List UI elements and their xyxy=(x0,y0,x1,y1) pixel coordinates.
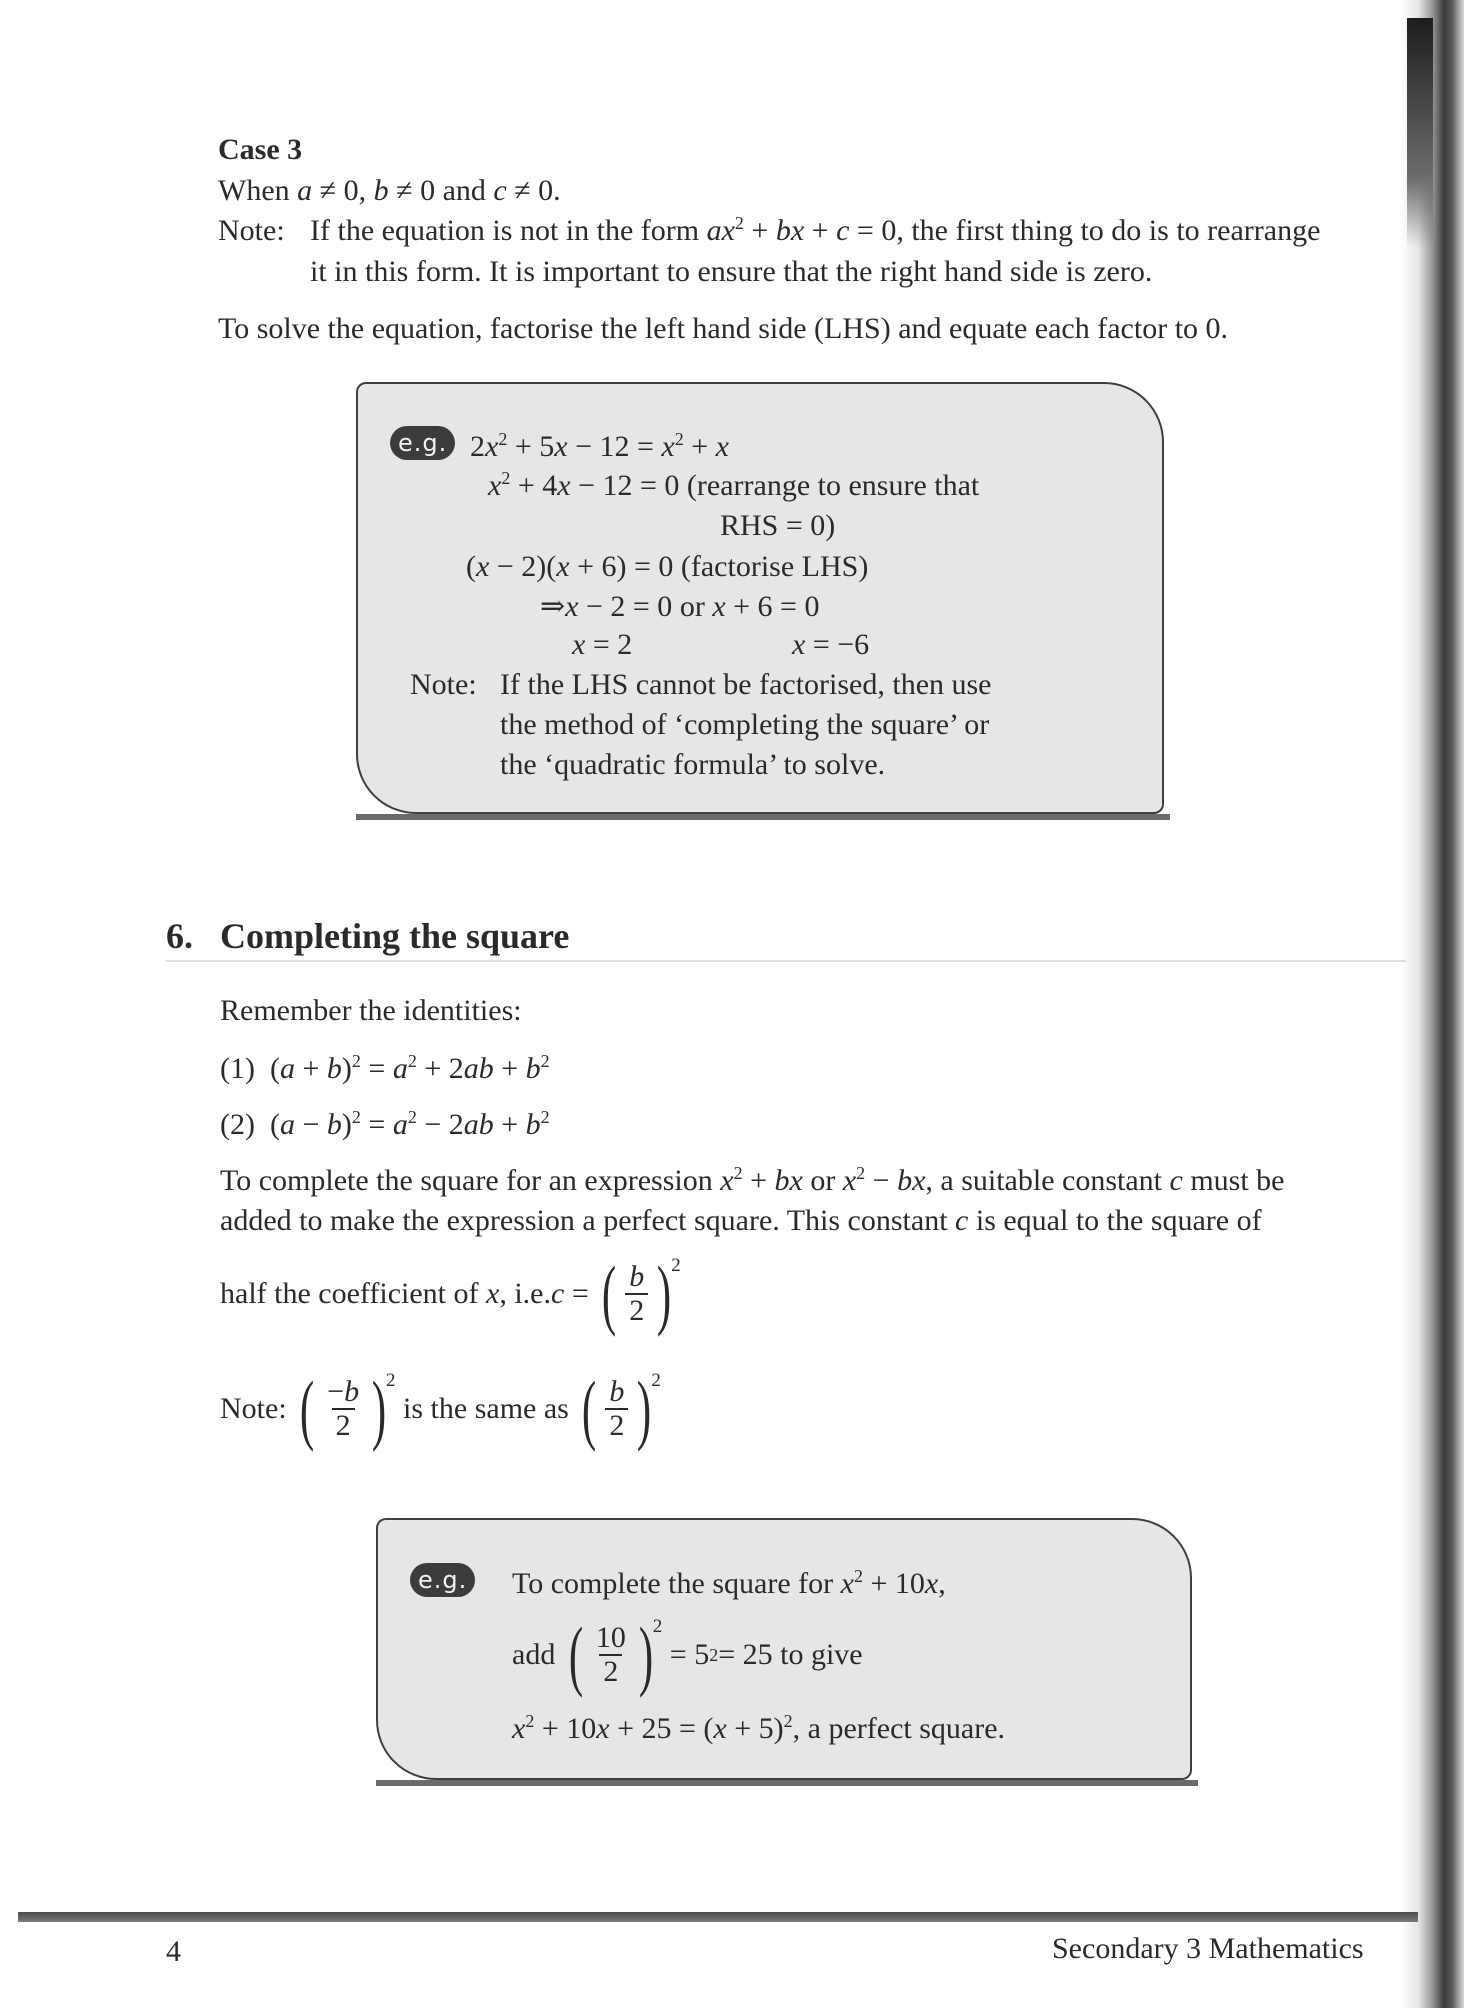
eg1-equation-2: $x^2 + 4x - 12 = 0$ (rearrange to ensure that xyxy=(488,468,980,502)
ten-over-2-squared: ( $\frac{10}{2}$ ) 2 xyxy=(568,1611,663,1698)
section-title: Completing the square xyxy=(220,916,570,956)
book-spine-shadow xyxy=(1400,0,1464,2008)
eg1-equation-1: $2x^2 + 5x - 12 = x^2 + x$ xyxy=(470,429,729,463)
eg1-equation-4: ⇒x − 2 = 0 or x + 6 = 0 xyxy=(540,590,820,623)
footer-bar xyxy=(18,1912,1418,1922)
book-title: Secondary 3 Mathematics xyxy=(1052,1932,1364,1965)
case3-heading: Case 3 xyxy=(218,133,303,166)
case3-note-line2: it in this form. It is important to ensure that the right hand side is zero. xyxy=(310,255,1153,288)
eg2-line2: add ( $\frac{10}{2}$ ) 2 = 5 2 = 25 to give xyxy=(512,1611,863,1698)
eg-badge-1: e.g. xyxy=(390,426,455,460)
book-spine-shadow-top xyxy=(1407,18,1433,248)
completing-para-line3: half the coefficient of x , i.e. c = ( $\frac{b}{2}$ ) 2 xyxy=(220,1250,681,1337)
identity-2: (2) $(a - b)^2 = a^2 - 2ab + b^2$ xyxy=(220,1107,550,1141)
eg1-note-label: Note: xyxy=(410,668,477,701)
eg1-rhs-note: RHS = 0) xyxy=(720,509,836,542)
b-over-2-squared: ( $\frac{b}{2}$ ) 2 xyxy=(582,1365,661,1452)
eg1-note-line2: the method of ‘completing the square’ or xyxy=(500,708,990,741)
eg1-solution-2: x = −6 xyxy=(792,628,870,661)
page-number: 4 xyxy=(166,1935,181,1968)
eg1-note-line1: If the LHS cannot be factorised, then use xyxy=(500,668,992,701)
completing-para-line1: To complete the square for an expression $x^2$ + bx or $x^2$ − bx, a suitable constant c must be xyxy=(220,1163,1285,1197)
neg-b-over-2-squared: ( $\frac{-b}{2}$ ) 2 xyxy=(300,1365,396,1452)
section-divider xyxy=(166,960,1406,962)
identity-1: (1) $(a + b)^2 = a^2 + 2ab + b^2$ xyxy=(220,1051,550,1085)
case3-note-label: Note: xyxy=(218,214,285,247)
eg1-solution-1: x = 2 xyxy=(572,628,633,661)
completing-para-line2: added to make the expression a perfect square. This constant c is equal to the square of xyxy=(220,1204,1262,1237)
case3-note-line1: If the equation is not in the form $ax^2$ + bx + c = 0, the first thing to do is to rearrange xyxy=(310,213,1321,247)
eg1-equation-3: (x − 2)(x + 6) = 0 (factorise LHS) xyxy=(466,550,869,583)
eg2-line1: To complete the square for $x^2 + 10x$, xyxy=(512,1566,946,1600)
identities-intro: Remember the identities: xyxy=(220,994,522,1027)
eg1-note-line3: the ‘quadratic formula’ to solve. xyxy=(500,748,886,781)
eg-badge-2: e.g. xyxy=(410,1563,475,1597)
eg2-line3: $x^2 + 10x + 25 = (x + 5)^2$, a perfect square. xyxy=(512,1711,1006,1745)
case3-solve-line: To solve the equation, factorise the left hand side (LHS) and equate each factor to 0. xyxy=(218,312,1229,345)
section6-note: Note: ( $\frac{-b}{2}$ ) 2 is the same as ( $\frac{b}{2}$ ) 2 xyxy=(220,1365,661,1452)
case3-condition: When a ≠ 0, b ≠ 0 and c ≠ 0. xyxy=(218,174,561,207)
section-number: 6. xyxy=(166,916,193,956)
c-formula: ( $\frac{b}{2}$ ) 2 xyxy=(602,1250,681,1337)
